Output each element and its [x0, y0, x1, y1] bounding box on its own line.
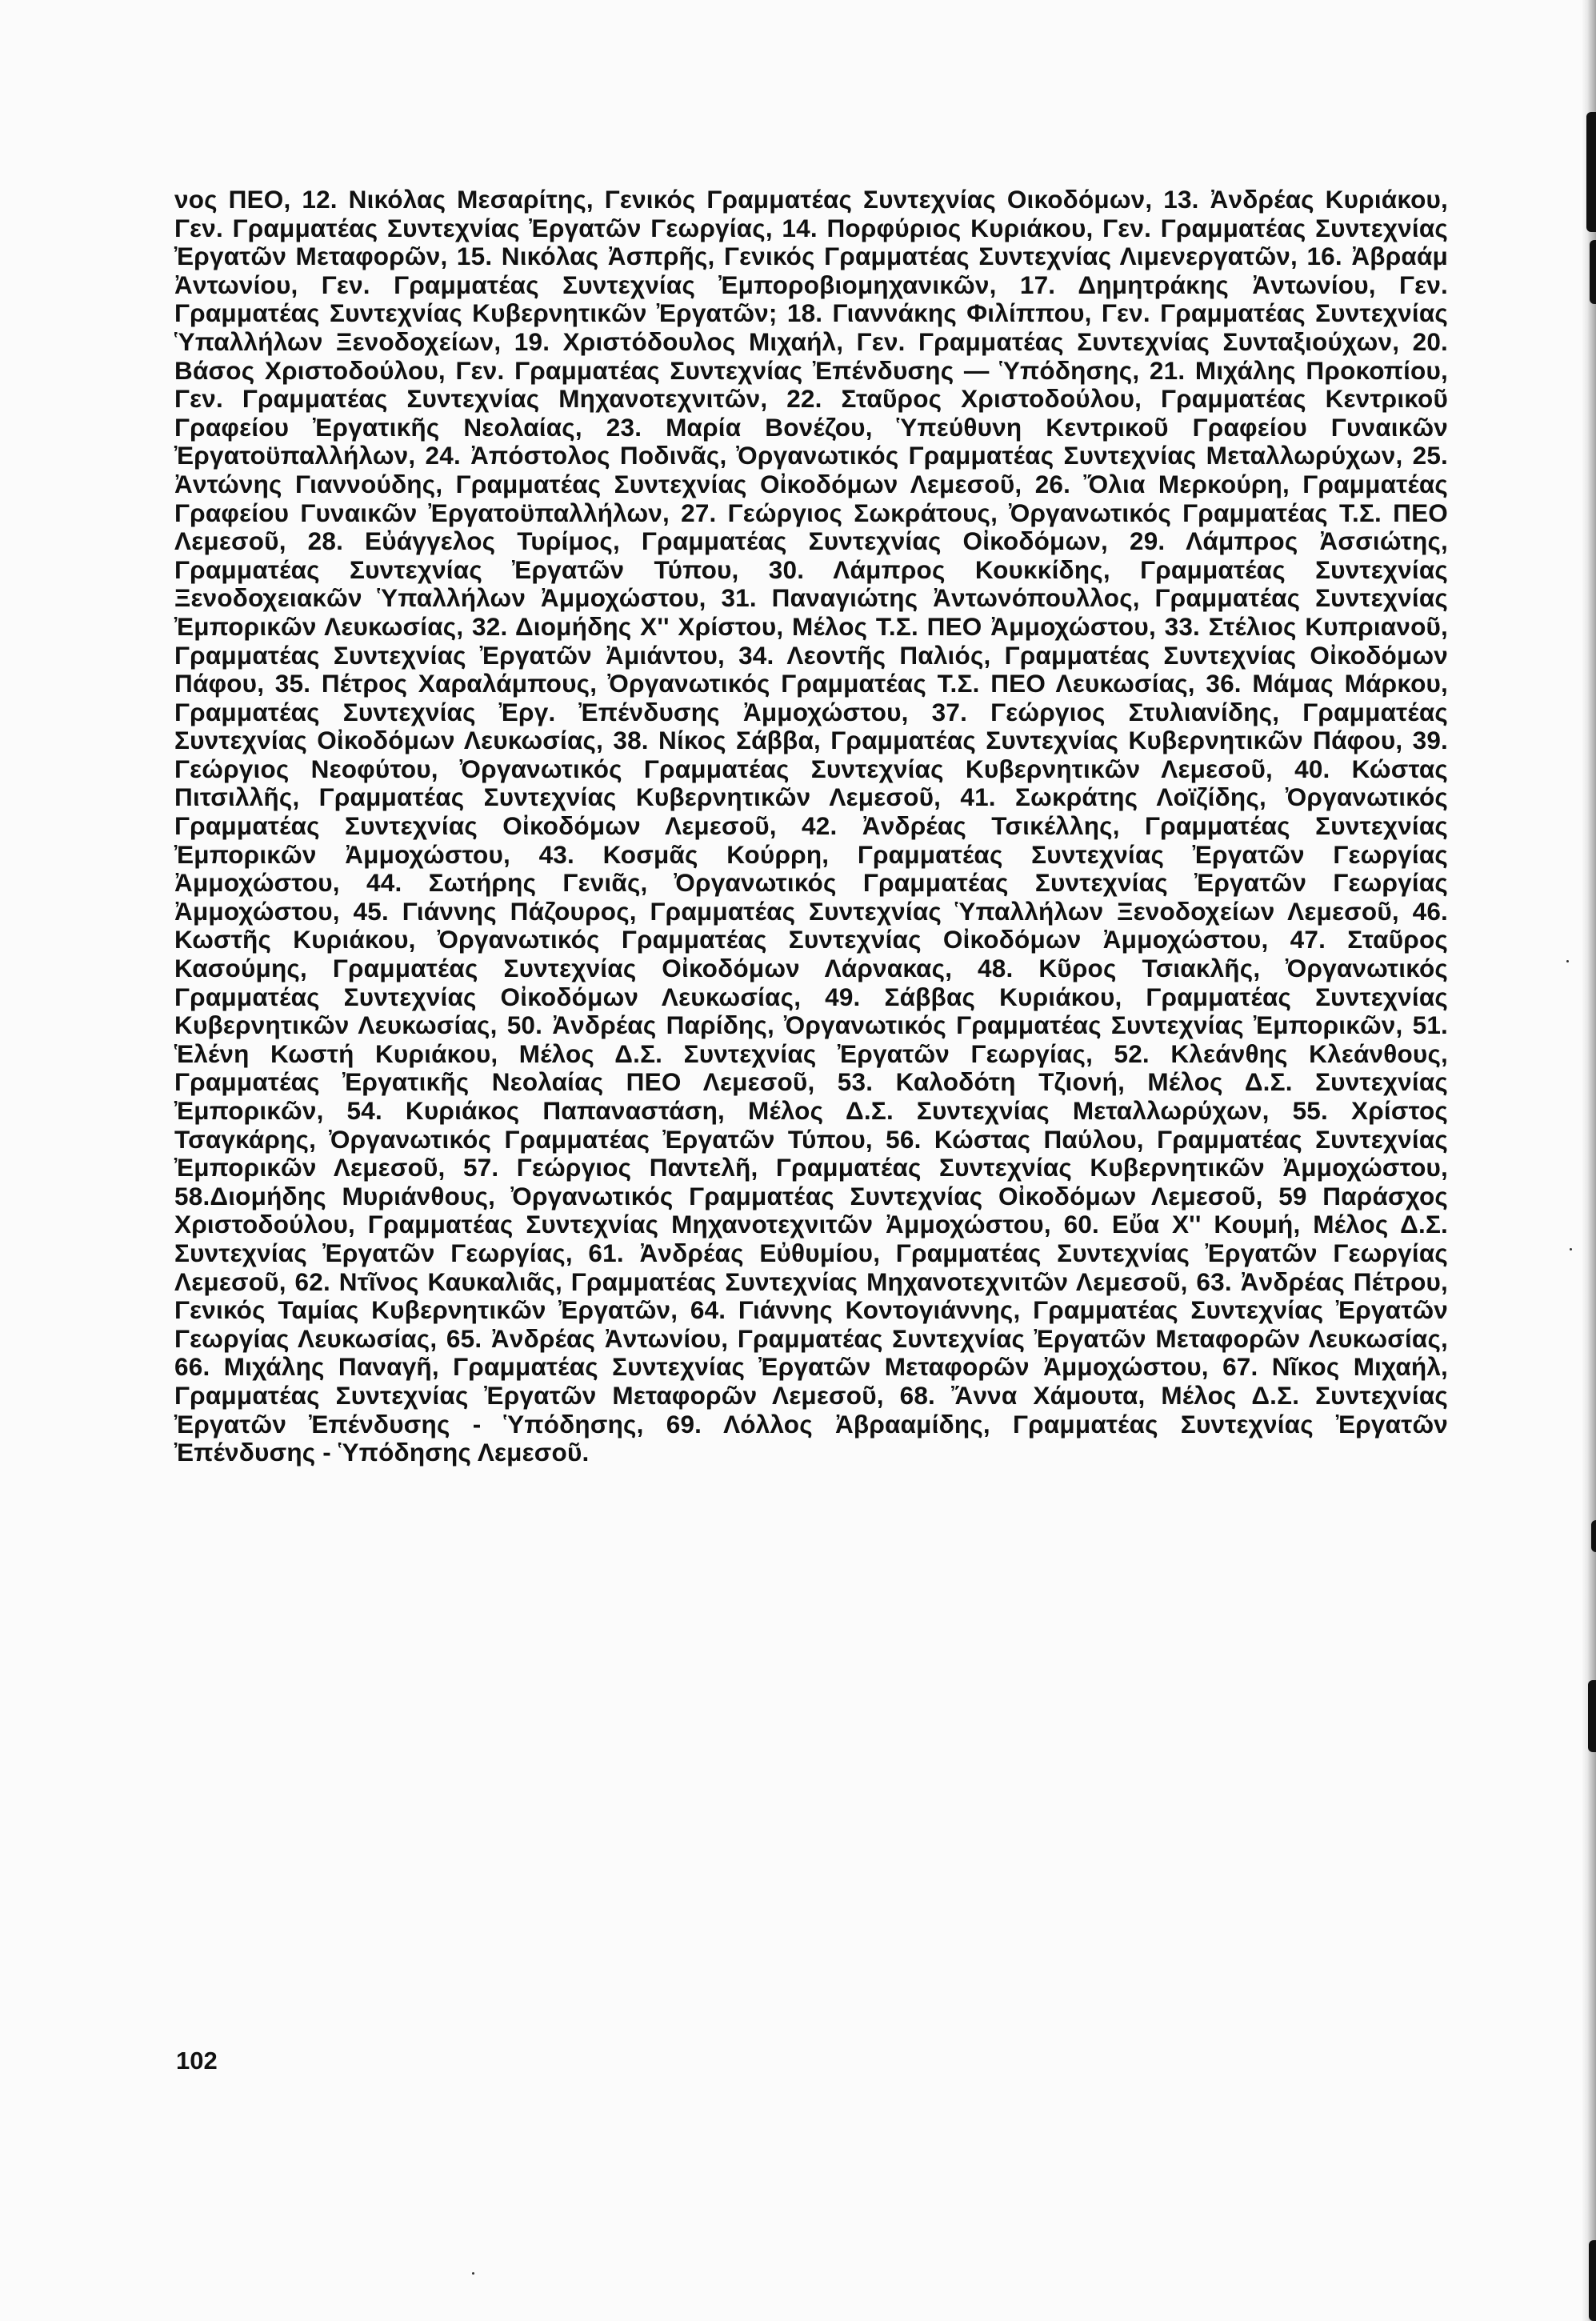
- binding-mark: [1591, 1520, 1596, 1552]
- scan-speck: [472, 2272, 474, 2275]
- binding-mark: [1590, 240, 1596, 304]
- binding-mark: [1588, 1680, 1596, 1752]
- scan-speck: [1566, 960, 1569, 962]
- page-edge-shadow: [1582, 0, 1596, 2321]
- binding-mark: [1589, 2240, 1596, 2321]
- body-paragraph: νος ΠΕΟ, 12. Νικόλας Μεσαρίτης, Γενικός Γραμματέας Συντεχνίας Οικοδόμων, 13. Ἀνδρέας Κυριάκου, Γεν. Γραμματέας Συντεχνίας Ἐργατῶν Γεωργίας, 14. Πορφύριος Κυριάκου, Γεν. Γραμματέας Συντεχνίας Ἐργατῶν Μεταφορῶν, 15. Νικόλας Ἀσπρῆς, Γενικός Γραμματέας Συντεχνίας Λιμενεργατῶν, 16. Ἀβραάμ Ἀντωνίου, Γεν. Γραμματέας Συντεχνίας Ἐμποροβιομηχανικῶν, 17. Δημητράκης Ἀντωνίου, Γεν. Γραμματέας Συντεχνίας Κυβερνητικῶν Ἐργατῶν; 18. Γιαννάκης Φιλίππου, Γεν. Γραμματέας Συντεχνίας Ὑπαλλήλων Ξενοδοχείων, 19. Χριστόδουλος Μιχαήλ, Γεν. Γραμματέας Συντεχνίας Συνταξιούχων, 20. Βάσος Χριστοδούλου, Γεν. Γραμματέας Συντεχνίας Ἐπένδυσης — Ὑπόδησης, 21. Μιχάλης Προκοπίου, Γεν. Γραμματέας Συντεχνίας Μηχανοτεχνιτῶν, 22. Σταῦρος Χριστοδούλου, Γραμματέας Κεντρικοῦ Γραφείου Ἐργατικῆς Νεολαίας, 23. Μαρία Βονέζου, Ὑπεύθυνη Κεντρικοῦ Γραφείου Γυναικῶν Ἐργατοϋπαλλήλων, 24. Ἀπόστολος Ποδινᾶς, Ὀργανωτικός Γραμματέας Συντεχνίας Μεταλλωρύχων, 25. Ἀντώνης Γιαννούδης, Γραμματέας Συντεχνίας Οἰκοδόμων Λεμεσοῦ, 26. Ὄλια Μερκούρη, Γραμματέας Γραφείου Γυναικῶν Ἐργατοϋπαλλήλων, 27. Γεώργιος Σωκράτους, Ὀργανωτικός Γραμματέας Τ.Σ. ΠΕΟ Λεμεσοῦ, 28. Εὐάγγελος Τυρίμος, Γραμματέας Συντεχνίας Οἰκοδόμων, 29. Λάμπρος Ἀσσιώτης, Γραμματέας Συντεχνίας Ἐργατῶν Τύπου, 30. Λάμπρος Κουκκίδης, Γραμματέας Συντεχνίας Ξενοδοχειακῶν Ὑπαλλήλων Ἀμμοχώστου, 31. Παναγιώτης Ἀντωνόπουλλος, Γραμματέας Συντεχνίας Ἐμπορικῶν Λευκωσίας, 32. Διομήδης Χ'' Χρίστου, Μέλος Τ.Σ. ΠΕΟ Ἀμμοχώστου, 33. Στέλιος Κυπριανοῦ, Γραμματέας Συντεχνίας Ἐργατῶν Ἀμιάντου, 34. Λεοντῆς Παλιός, Γραμματέας Συντεχνίας Οἰκοδόμων Πάφου, 35. Πέτρος Χαραλάμπους, Ὀργανωτικός Γραμματέας Τ.Σ. ΠΕΟ Λευκωσίας, 36. Μάμας Μάρκου, Γραμματέας Συντεχνίας Ἐργ. Ἐπένδυσης Ἀμμοχώστου, 37. Γεώργιος Στυλιανίδης, Γραμματέας Συντεχνίας Οἰκοδόμων Λευκωσίας, 38. Νίκος Σάββα, Γραμματέας Συντεχνίας Κυβερνητικῶν Πάφου, 39. Γεώργιος Νεοφύτου, Ὀργανωτικός Γραμματέας Συντεχνίας Κυβερνητικῶν Λεμεσοῦ, 40. Κώστας Πιτσιλλῆς, Γραμματέας Συντεχνίας Κυβερνητικῶν Λεμεσοῦ, 41. Σωκράτης Λοϊζίδης, Ὀργανωτικός Γραμματέας Συντεχνίας Οἰκοδόμων Λεμεσοῦ, 42. Ἀνδρέας Τσικέλλης, Γραμματέας Συντεχνίας Ἐμπορικῶν Ἀμμοχώστου, 43. Κοσμᾶς Κούρρη, Γραμματέας Συντεχνίας Ἐργατῶν Γεωργίας Ἀμμοχώστου, 44. Σωτήρης Γενιᾶς, Ὀργανωτικός Γραμματέας Συντεχνίας Ἐργατῶν Γεωργίας Ἀμμοχώστου, 45. Γιάννης Πάζουρος, Γραμματέας Συντεχνίας Ὑπαλλήλων Ξενοδοχείων Λεμεσοῦ, 46. Κωστῆς Κυριάκου, Ὀργανωτικός Γραμματέας Συντεχνίας Οἰκοδόμων Ἀμμοχώστου, 47. Σταῦρος Κασούμης, Γραμματέας Συντεχνίας Οἰκοδόμων Λάρνακας, 48. Κῦρος Τσιακλῆς, Ὀργανωτικός Γραμματέας Συντεχνίας Οἰκοδόμων Λευκωσίας, 49. Σάββας Κυριάκου, Γραμματέας Συντεχνίας Κυβερνητικῶν Λευκωσίας, 50. Ἀνδρέας Παρίδης, Ὀργανωτικός Γραμματέας Συντεχνίας Ἐμπορικῶν, 51. Ἑλένη Κωστή Κυριάκου, Μέλος Δ.Σ. Συντεχνίας Ἐργατῶν Γεωργίας, 52. Κλεάνθης Κλεάνθους, Γραμματέας Ἐργατικῆς Νεολαίας ΠΕΟ Λεμεσοῦ, 53. Καλοδότη Τζιονή, Μέλος Δ.Σ. Συντεχνίας Ἐμπορικῶν, 54. Κυριάκος Παπαναστάση, Μέλος Δ.Σ. Συντεχνίας Μεταλλωρύχων, 55. Χρίστος Τσαγκάρης, Ὀργανωτικός Γραμματέας Ἐργατῶν Τύπου, 56. Κώστας Παύλου, Γραμματέας Συντεχνίας Ἐμπορικῶν Λεμεσοῦ, 57. Γεώργιος Παντελῆ, Γραμματέας Συντεχνίας Κυβερνητικῶν Ἀμμοχώστου, 58.Διομήδης Μυριάνθους, Ὀργανωτικός Γραμματέας Συντεχνίας Οἰκοδόμων Λεμεσοῦ, 59 Παράσχος Χριστοδούλου, Γραμματέας Συντεχνίας Μηχανοτεχνιτῶν Ἀμμοχώστου, 60. Εὔα Χ'' Κουμή, Μέλος Δ.Σ. Συντεχνίας Ἐργατῶν Γεωργίας, 61. Ἀνδρέας Εὐθυμίου, Γραμματέας Συντεχνίας Ἐργατῶν Γεωργίας Λεμεσοῦ, 62. Ντῖνος Καυκαλιᾶς, Γραμματέας Συντεχνίας Μηχανοτεχνιτῶν Λεμεσοῦ, 63. Ἀνδρέας Πέτρου, Γενικός Ταμίας Κυβερνητικῶν Ἐργατῶν, 64. Γιάννης Κοντογιάννης, Γραμματέας Συντεχνίας Ἐργατῶν Γεωργίας Λευκωσίας, 65. Ἀνδρέας Ἀντωνίου, Γραμματέας Συντεχνίας Ἐργατῶν Μεταφορῶν Λευκωσίας, 66. Μιχάλης Παναγῆ, Γραμματέας Συντεχνίας Ἐργατῶν Μεταφορῶν Ἀμμοχώστου, 67. Νῖκος Μιχαήλ, Γραμματέας Συντεχνίας Ἐργατῶν Μεταφορῶν Λεμεσοῦ, 68. Ἄννα Χάμουτα, Μέλος Δ.Σ. Συντεχνίας Ἐργατῶν Ἐπένδυσης - Ὑπόδησης, 69. Λόλλος Ἀβρααμίδης, Γραμματέας Συντεχνίας Ἐργατῶν Ἐπένδυσης - Ὑπόδησης Λεμεσοῦ.: [174, 185, 1448, 1467]
- binding-mark: [1586, 112, 1596, 232]
- scan-speck: [1570, 1248, 1572, 1251]
- page-number: 102: [176, 2047, 218, 2075]
